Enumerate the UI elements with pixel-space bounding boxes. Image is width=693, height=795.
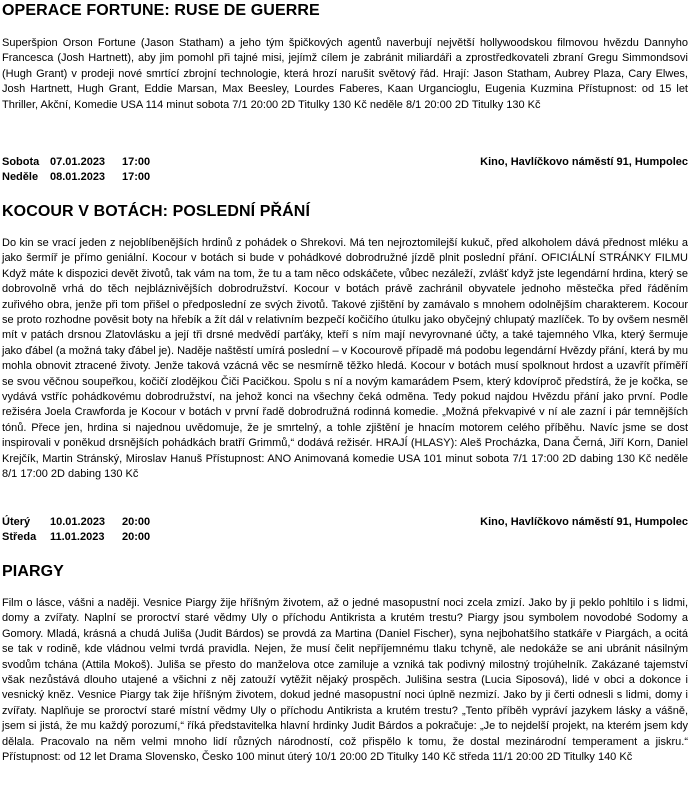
event-description: Do kin se vrací jeden z nejoblíbenějších hrdinů z pohádek o Shrekovi. Má ten nejroztomilejší kukuč, před alkoholem dává přednost mléku a jako šermíř je přímo geniální. Kocour v botách si bude v pohádkové dobrodružné jízdě plnit poslední přání. OFICIÁLNÍ STRÁNKY FILMU Když máte k dispozici devět životů, tak vám na tom, že tu a tam něco odskáčete, vůbec nezáleží, zvlášť když jste legendární hrdina, který se dobrovolně vrhá do těch nejbláznivějších dobrodružství. Kocour v botách právě zachránil obyvatele jednoho městečka před řáděním zuřivého obra, jenže při tom přišel o předposlední ze svých životů. Takové zjištění by zamávalo s mnohem odolnějším charakterem. Kocour se proto rozhodne pověsit boty na hřebík a žít dál v relativním bezpečí kočičího útulku jako obyčejný chlupatý mazlíček. To by ovšem nesměl mít v patách drsnou Zlatovlásku a její tři drsné medvědí parťáky, kteří s ním mají nevyrovnané účty, a také tajemného Vlka, který šermuje jako ďábel (a možná taky ďábel je). Naděje naštěstí umírá poslední – v Kocourově případě má podobu legendární Hvězdy přání, která by mu mohla obnovit ztracené životy. Jenže taková vzácná věc se nesmírně těžko hledá. Kocour v botách musí spolknout hrdost a uzavřít příměří se svou věčnou soupeřkou, kočičí zlodějkou Čiči Pacičkou. Spolu s ní a novým kamarádem Psem, který kdovíproč předstírá, že je kočka, se vydává vstříc pohádkovému dobrodružství, na jehož konci na všechny čeká odměna. Tedy pokud najdou Hvězdu přání jako první. Podle režiséra Joela Crawforda je Kocour v botách v první řadě dobrodružná rodinná komedie. „Možná překvapivé v ní ale zazní i pár temnějších tónů. Přece jen, hrdina si najednou uvědomuje, že je smrtelný, a tohle zjištění je hnacím motorem celého příběhu. Navíc jsme se dost inspirovali v poněkud drsnějších pohádkách bratří Grimmů,“ dodává režisér. HRAJÍ (HLASY): Aleš Procházka, Dana Černá, Jiří Korn, Daniel Krejčík, Martin Stránský, Miroslav Hanuš Přístupnost: ANO Animovaná komedie USA 101 minut sobota 7/1 17:00 2D dabing 130 Kč neděle 8/1 17:00 2D dabing 130 Kč (2, 237, 688, 481)
schedule-time: 17:00 (122, 156, 151, 168)
schedule-date: 08.01.2023 (50, 171, 106, 183)
schedule-block (2, 155, 688, 185)
schedule-day: Středa (2, 531, 37, 543)
event-description: Superšpion Orson Fortune (Jason Statham) a jeho tým špičkových agentů naverbují největší hollywoodskou filmovou hvězdu Dannyho Francesca (Josh Hartnett), aby jim pomohl při tajné misi, jejímž cílem je zabránit miliardáři a zprostředkovateli zbraní Gregu Simmondsovi (Hugh Grant) v prodeji nové smrtící zbrojní technologie, která hrozí narušit světový řád. Hrají: Jason Statham, Aubrey Plaza, Cary Elwes, Josh Hartnett, Hugh Grant, Eddie Marsan, Max Beesley, Lourdes Faberes, Kaan Urgancioglu, Eugenia Kuzmina Přístupnost: od 15 let Thriller, Akční, Komedie USA 114 minut sobota 7/1 20:00 2D Titulky 130 Kč neděle 8/1 20:00 2D Titulky 130 Kč (2, 37, 688, 111)
schedule-time: 20:00 (122, 531, 151, 543)
schedule-day: Sobota (2, 156, 40, 168)
schedule-block (2, 515, 688, 545)
event-title: PIARGY (2, 563, 64, 580)
schedule-row (2, 170, 688, 185)
schedule-venue: Kino, Havlíčkovo náměstí 91, Humpolec (480, 516, 688, 528)
schedule-row (2, 515, 688, 530)
event-description: Film o lásce, vášni a naději. Vesnice Piargy žije hříšným životem, až o jedné masopustní noci zcela zmizí. Jako by ji peklo pohltilo i s lidmi, domy a zvířaty. Naplní se proroctví staré vědmy Uly o příchodu Antikrista a krutém trestu? Piargy jsou symbolem novodobé Sodomy a Gomory. Mladá, krásná a chudá Juliša (Judit Bárdos) se provdá za Martina (Daniel Fischer), syna nejbohatšího statkáře v Piargách, a ocitá se tak v rodině, kde vládnou velmi tvrdá pravidla. Nejen, že musí čelit nepříjemnému tlaku tchyně, ale nedokáže se ani ubránit násilným svodům tchána (Attila Mokoš). Juliša se přesto do manželova otce zamiluje a vzniká tak podivný milostný trojúhelník. Zakázané tajemství však nezůstává dlouho utajené a všichni z něj zatouží vytěžit nějaký prospěch. Julišina sestra (Lucia Siposová), lidé v obci a dokonce i vesnický kněz. Vesnice Piargy tak žije hříšným životem, dokud jedné masopustní noci úplně nezmizí. Jako by ji čerti odnesli s lidmi, domy i zvířaty. Naplňuje se proroctví staré místní vědmy Uly o příchodu Antikrista a krutém trestu? „Tento příběh vypráví jazykem lásky a vášně, jsem si jistá, že mu každý porozumí,“ říká představitelka hlavní hrdinky Judit Bárdos a pokračuje: „Je to nejdelší projekt, na kterém jsem kdy dělala. Pracovalo na něm velmi mnoho lidí různých národností, což přispělo k tomu, že dostal mezinárodní temperament a jiskru.“ Přístupnost: od 12 let Drama Slovensko, Česko 100 minut úterý 10/1 20:00 2D Titulky 140 Kč středa 11/1 20:00 2D Titulky 140 Kč (2, 597, 688, 764)
schedule-time: 20:00 (122, 516, 151, 528)
schedule-time: 17:00 (122, 171, 151, 183)
schedule-venue: Kino, Havlíčkovo náměstí 91, Humpolec (480, 156, 688, 168)
event-title: KOCOUR V BOTÁCH: POSLEDNÍ PŘÁNÍ (2, 203, 310, 220)
schedule-day: Neděle (2, 171, 39, 183)
event-title: OPERACE FORTUNE: RUSE DE GUERRE (2, 2, 320, 19)
schedule-date: 07.01.2023 (50, 156, 106, 168)
schedule-date: 10.01.2023 (50, 516, 106, 528)
schedule-row (2, 530, 688, 545)
schedule-day: Úterý (2, 516, 31, 528)
schedule-date: 11.01.2023 (50, 531, 105, 543)
schedule-row (2, 155, 688, 170)
